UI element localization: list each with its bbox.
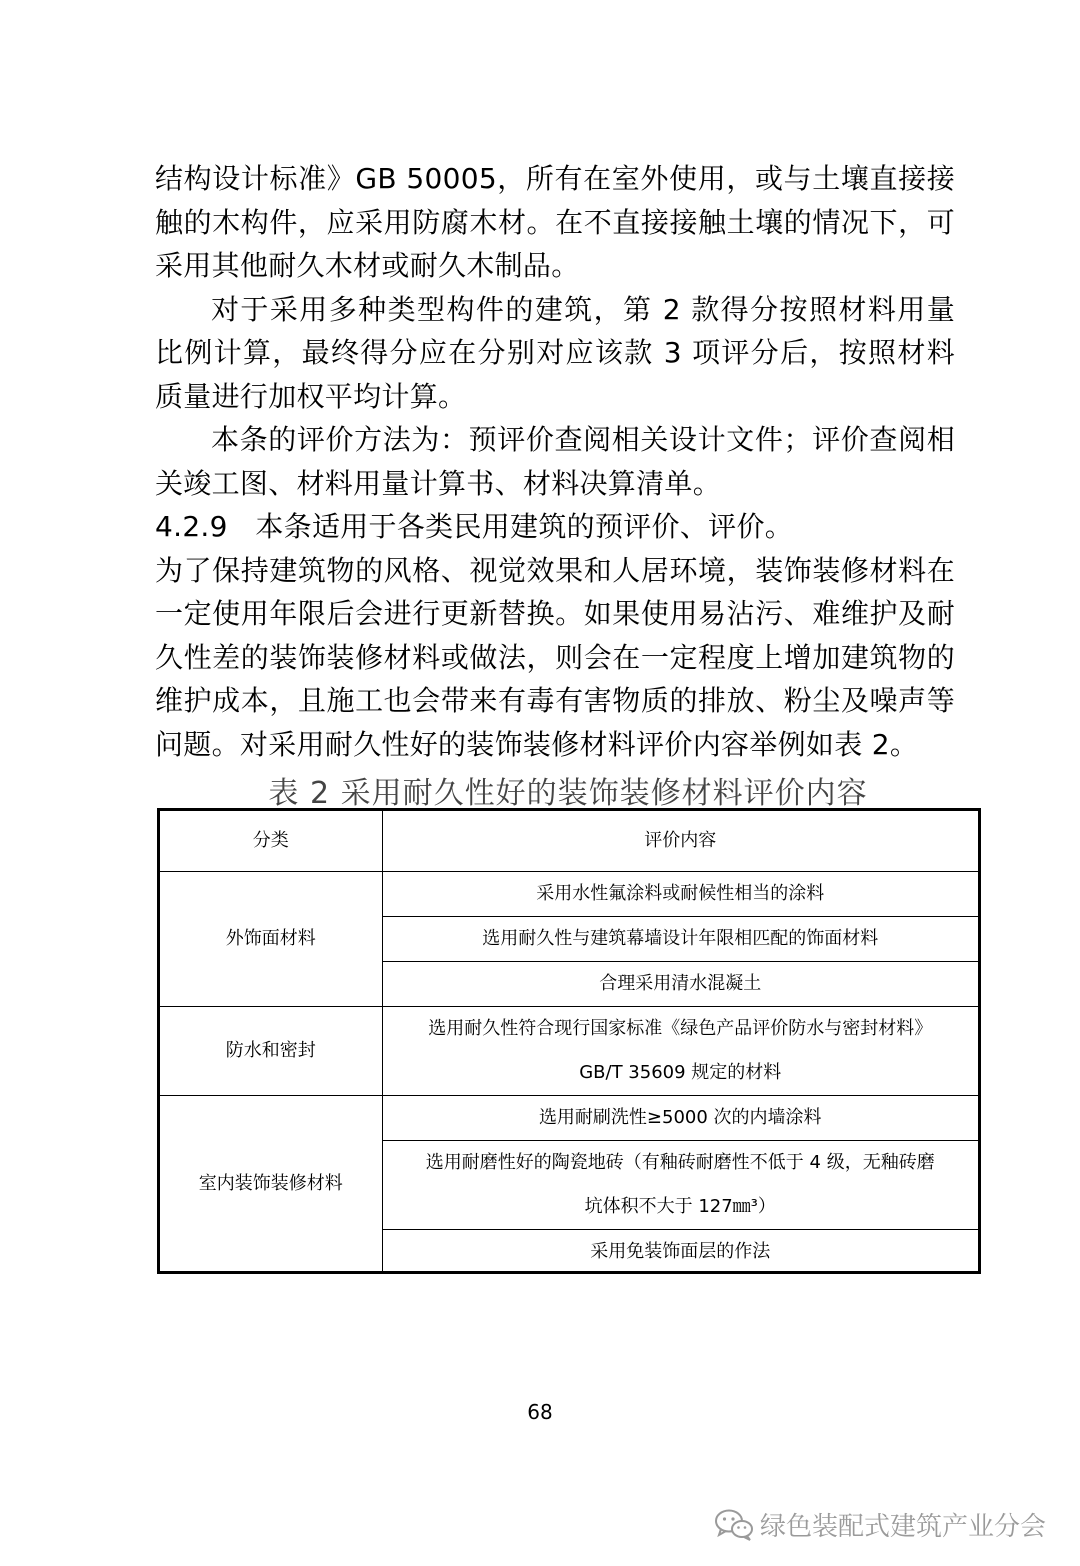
body-text-top	[155, 157, 955, 766]
content-cell: 选用耐久性与建筑幕墙设计年限相匹配的饰面材料	[382, 916, 978, 961]
table-row	[160, 1006, 978, 1095]
watermark	[714, 1506, 1046, 1543]
header-content: 评价内容	[382, 811, 978, 871]
content-cell: 选用耐刷洗性≥5000 次的内墙涂料	[382, 1095, 978, 1140]
clause-text: 本条适用于各类民用建筑的预评价、评价。	[255, 510, 794, 543]
content-cell	[382, 1140, 978, 1229]
content-cell	[382, 1006, 978, 1095]
wechat-icon	[714, 1508, 754, 1542]
paragraph-evaluation-method: 本条的评价方法为：预评价查阅相关设计文件；评价查阅相关竣工图、材料用量计算书、材料决算清单。	[155, 423, 955, 500]
paragraph-component-weighting: 对于采用多种类型构件的建筑，第 2 款得分按照材料用量比例计算，最终得分应在分别对应该款 3 项评分后，按照材料质量进行加权平均计算。	[155, 292, 955, 413]
table-row	[160, 871, 978, 916]
content-line: 选用耐磨性好的陶瓷地砖（有釉砖耐磨性不低于 4 级，无釉砖磨	[425, 1151, 935, 1173]
content-line: 选用耐久性符合现行国家标准《绿色产品评价防水与密封材料》	[428, 1017, 933, 1039]
content-cell: 合理采用清水混凝土	[382, 961, 978, 1006]
table-row	[160, 1095, 978, 1140]
category-cell: 外饰面材料	[160, 871, 382, 1006]
content-cell: 采用水性氟涂料或耐候性相当的涂料	[382, 871, 978, 916]
page-number: 68	[527, 1400, 553, 1424]
content-line: 坑体积不大于 127㎜³）	[584, 1195, 776, 1217]
content-line: GB/T 35609 规定的材料	[579, 1061, 782, 1083]
category-cell: 室内装饰装修材料	[160, 1095, 382, 1274]
content-cell: 采用免装饰面层的作法	[382, 1229, 978, 1274]
category-cell: 防水和密封	[160, 1006, 382, 1095]
table-caption: 表 2 采用耐久性好的装饰装修材料评价内容	[268, 776, 868, 811]
evaluation-table	[157, 808, 981, 1274]
paragraph-continuation: 结构设计标准》GB 50005，所有在室外使用，或与土壤直接接触的木构件，应采用防腐木材。在不直接接触土壤的情况下，可采用其他耐久木材或耐久木制品。	[155, 162, 955, 282]
paragraph-decoration-materials: 为了保持建筑物的风格、视觉效果和人居环境，装饰装修材料在一定使用年限后会进行更新替换。如果使用易沾污、难维护及耐久性差的装饰装修材料或做法，则会在一定程度上增加建筑物的维护成本，且施工也会带来有毒有害物质的排放、粉尘及噪声等问题。对采用耐久性好的装饰装修材料评价内容举例如表 2。	[155, 553, 955, 761]
header-category: 分类	[160, 811, 382, 871]
watermark-text: 绿色装配式建筑产业分会	[759, 1512, 1046, 1542]
clause-heading	[155, 505, 955, 549]
clause-number: 4.2.9	[155, 510, 228, 543]
